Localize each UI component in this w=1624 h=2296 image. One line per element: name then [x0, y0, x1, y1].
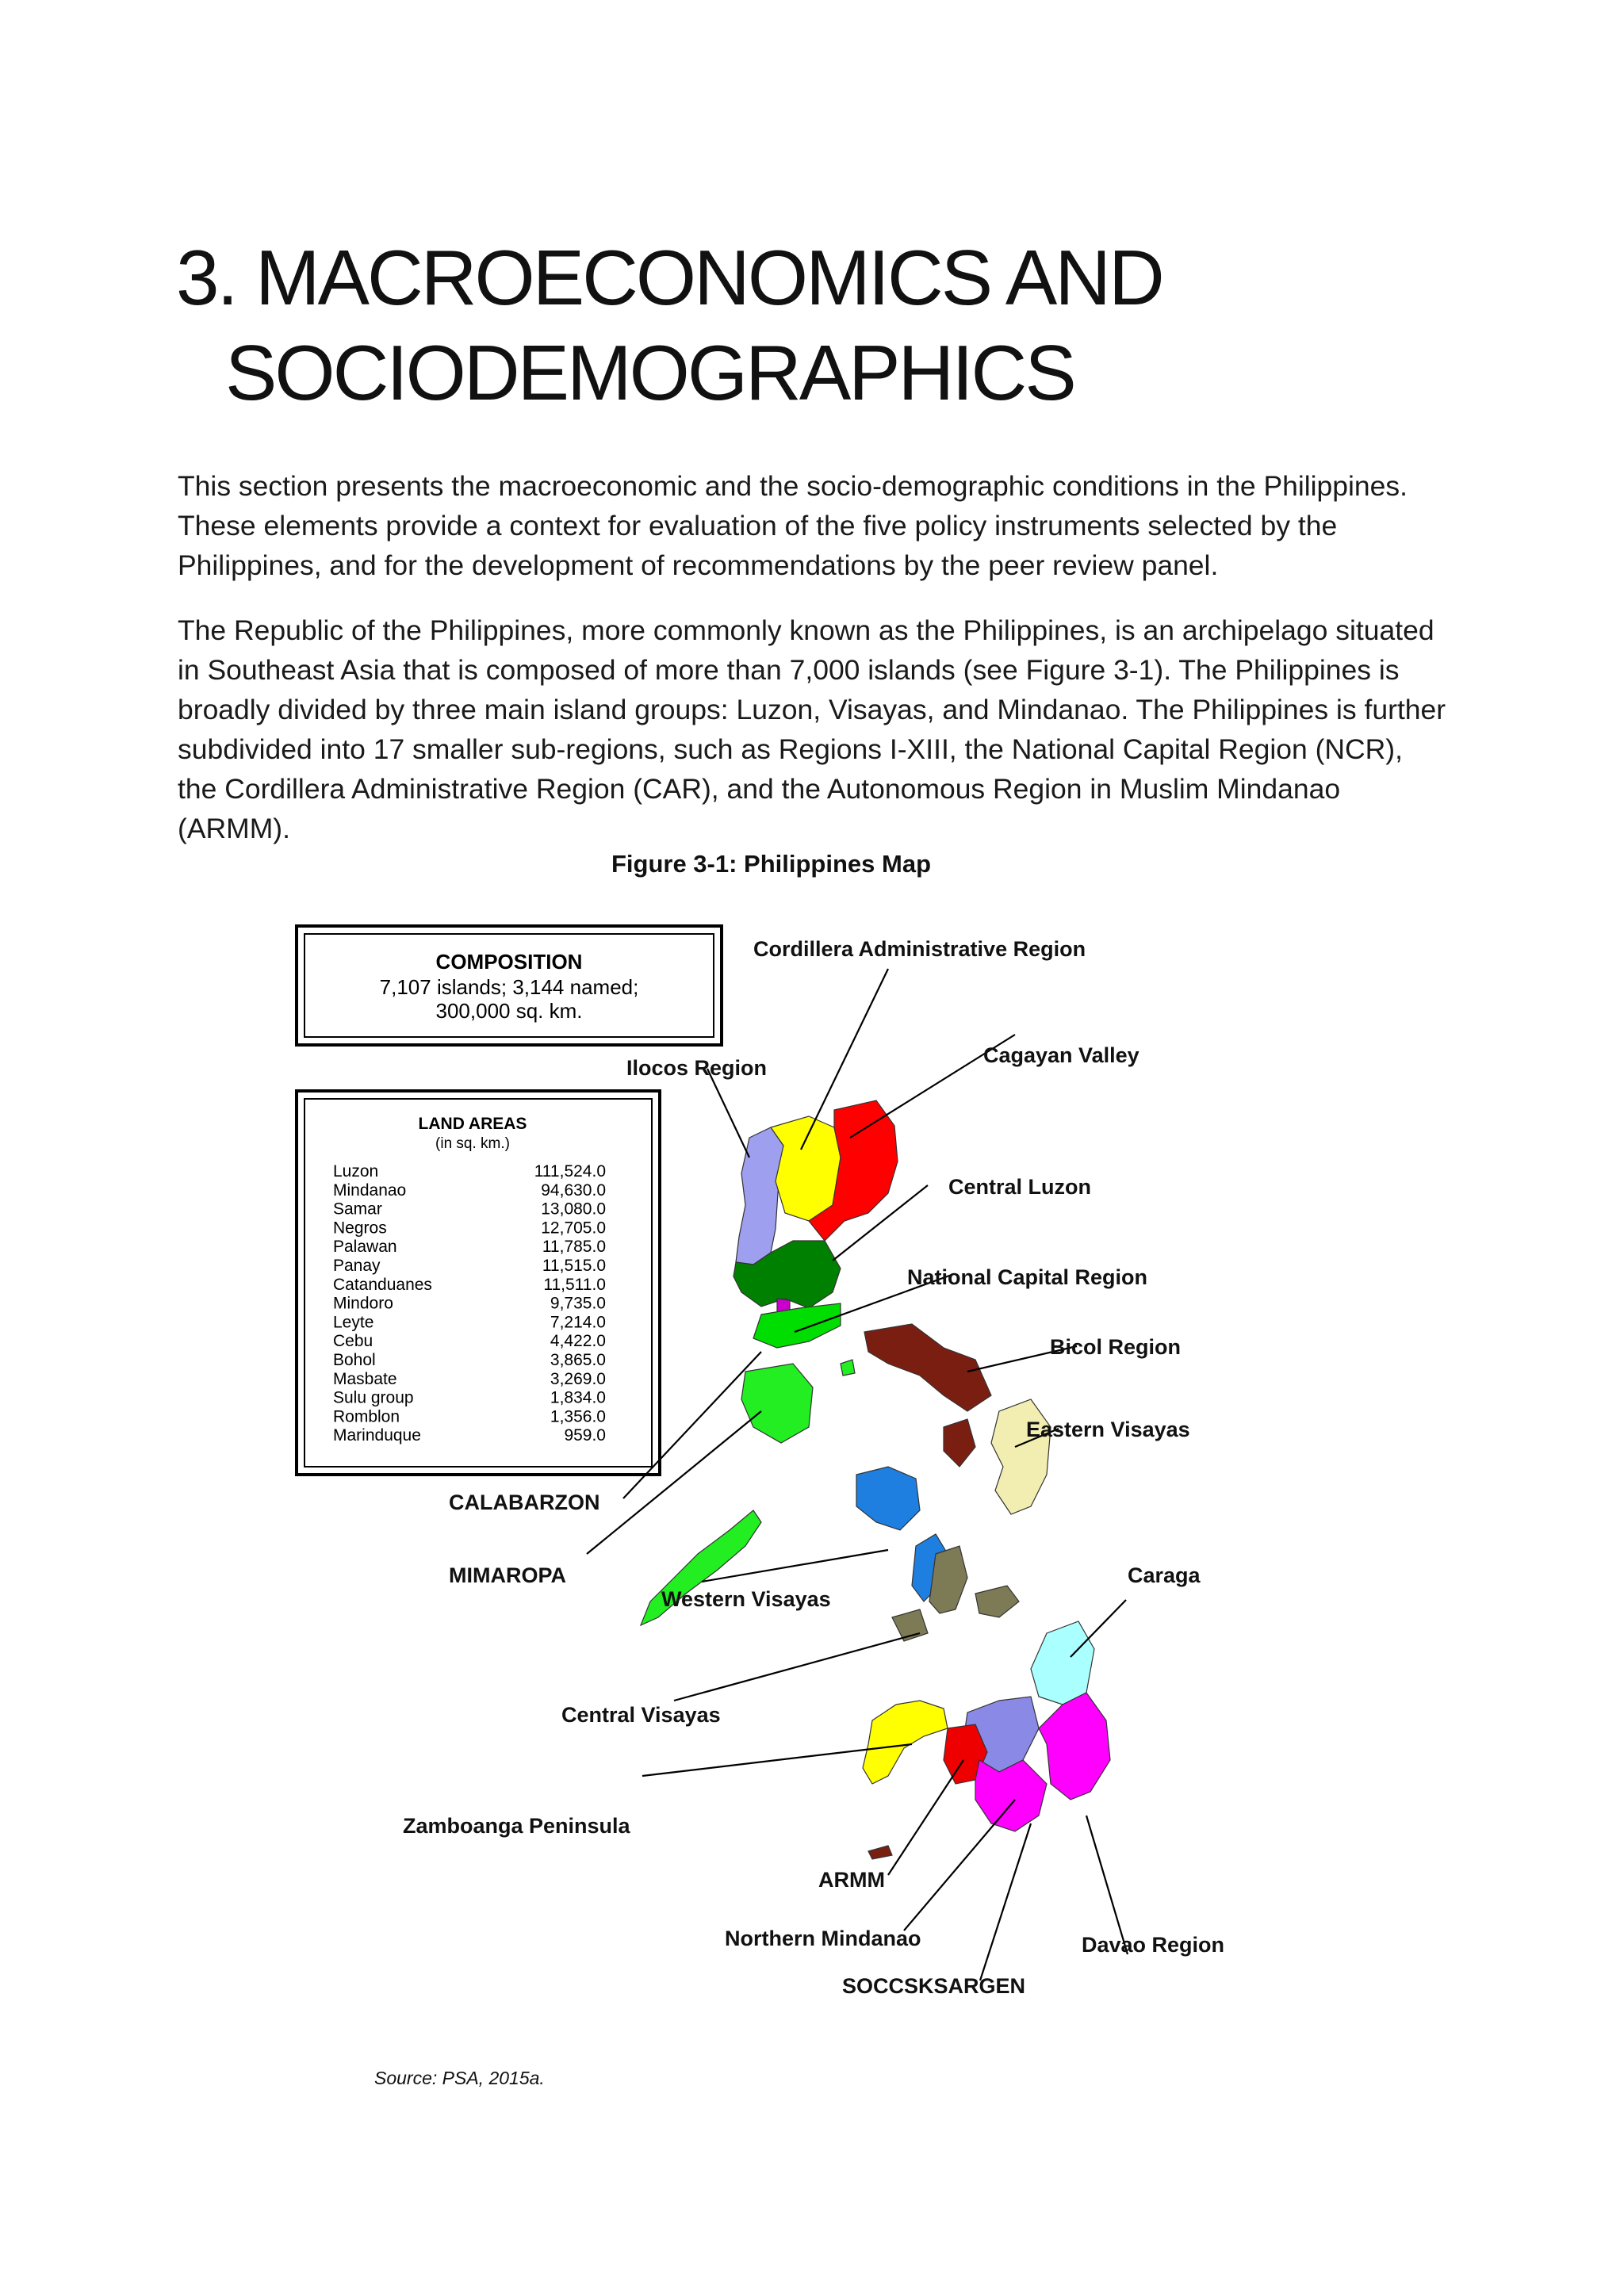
land-area-value: 11,515.0 [542, 1257, 606, 1275]
land-area-name: Mindoro [333, 1294, 393, 1313]
label-western-visayas: Western Visayas [661, 1587, 831, 1611]
region-zamboanga [863, 1701, 948, 1784]
region-ilocos [736, 1127, 783, 1265]
context-paragraph: The Republic of the Philippines, more commonly known as the Philippines, is an archipelago situated in Southeast Asia that is composed of more than 7,000 islands (see Figure 3-1). The Philippines is broadly divided by three main island groups: Luzon, Visayas, and Mindanao. The Philippines is further subdivided into 17 smaller sub-regions, such as Regions I-XIII, the National Capital Region (NCR), the Cordillera Administrative Region (CAR), and the Autonomous Region in Muslim Mindanao (ARMM). [178, 614, 1446, 844]
label-mimaropa: MIMAROPA [449, 1563, 566, 1587]
region-car [771, 1116, 841, 1221]
label-zamboanga-peninsula: Zamboanga Peninsula [403, 1814, 630, 1838]
figure-source: Source: PSA, 2015a. [374, 2068, 545, 2088]
land-area-name: Marinduque [333, 1426, 421, 1445]
composition-line2: 300,000 sq. km. [435, 999, 583, 1023]
land-area-value: 7,214.0 [550, 1313, 606, 1332]
land-area-name: Catanduanes [333, 1275, 432, 1294]
land-areas-box [297, 1091, 660, 1475]
label-calabarzon: CALABARZON [449, 1490, 600, 1514]
label-car: Cordillera Administrative Region [753, 937, 1086, 961]
label-cagayan-valley: Cagayan Valley [983, 1043, 1139, 1067]
label-caraga: Caraga [1128, 1563, 1201, 1587]
label-central-luzon: Central Luzon [948, 1175, 1091, 1199]
figure-caption: Figure 3-1: Philippines Map [611, 850, 932, 878]
region-bicol-masbate [944, 1419, 975, 1467]
land-areas-unit: (in sq. km.) [435, 1135, 510, 1152]
land-area-value: 3,269.0 [550, 1369, 606, 1388]
label-central-visayas: Central Visayas [561, 1703, 721, 1727]
land-area-name: Cebu [333, 1332, 373, 1351]
land-area-name: Masbate [333, 1369, 397, 1388]
land-area-value: 9,735.0 [550, 1294, 606, 1313]
region-mimaropa-mindoro [741, 1364, 813, 1443]
label-eastern-visayas: Eastern Visayas [1026, 1418, 1190, 1441]
composition-line1: 7,107 islands; 3,144 named; [379, 975, 639, 999]
region-caraga [1031, 1621, 1094, 1705]
land-area-value: 11,511.0 [543, 1275, 606, 1294]
land-area-name: Panay [333, 1257, 381, 1275]
land-area-value: 4,422.0 [550, 1332, 606, 1351]
section-heading [176, 230, 1162, 420]
region-western-visayas [856, 1467, 920, 1530]
region-bicol [864, 1324, 991, 1411]
philippines-map-figure [285, 920, 1269, 2030]
land-area-value: 959.0 [564, 1426, 606, 1445]
land-area-name: Romblon [333, 1407, 400, 1426]
land-area-value: 94,630.0 [541, 1181, 606, 1200]
region-soccsksargen [975, 1760, 1047, 1831]
label-ilocos-region: Ilocos Region [626, 1056, 768, 1080]
composition-title: COMPOSITION [435, 950, 583, 974]
region-eastern-visayas [991, 1399, 1051, 1514]
land-area-value: 12,705.0 [541, 1219, 606, 1238]
region-calabarzon [753, 1303, 841, 1348]
land-areas-title: LAND AREAS [418, 1115, 527, 1133]
label-soccsksargen: SOCCSKSARGEN [842, 1974, 1026, 1998]
land-area-value: 1,356.0 [550, 1407, 606, 1426]
land-area-value: 11,785.0 [542, 1238, 606, 1257]
map-shapes [641, 1100, 1110, 1859]
land-area-name: Luzon [333, 1162, 379, 1181]
land-area-value: 3,865.0 [550, 1351, 606, 1369]
land-area-value: 13,080.0 [541, 1200, 606, 1219]
land-area-value: 1,834.0 [550, 1388, 606, 1407]
label-davao-region: Davao Region [1082, 1933, 1225, 1957]
intro-paragraph: This section presents the macroeconomic and the socio-demographic conditions in the Philippines. These elements provide a context for evaluation of the five policy instruments selected by the Philippines, and for the development of recommendations by the peer review panel. [178, 470, 1408, 581]
land-area-value: 111,524.0 [534, 1162, 606, 1181]
region-davao [1039, 1693, 1110, 1800]
region-central-visayas-bohol [975, 1586, 1019, 1617]
label-bicol-region: Bicol Region [1050, 1335, 1182, 1359]
label-armm: ARMM [818, 1868, 885, 1892]
land-area-name: Sulu group [333, 1388, 414, 1407]
label-northern-mindanao: Northern Mindanao [725, 1927, 921, 1950]
region-central-visayas [929, 1546, 967, 1613]
land-area-name: Samar [333, 1200, 382, 1219]
land-area-name: Palawan [333, 1238, 397, 1257]
land-area-name: Mindanao [333, 1181, 407, 1200]
region-mimaropa-marinduque [841, 1360, 855, 1376]
region-sulu [868, 1846, 892, 1859]
land-area-name: Leyte [333, 1313, 374, 1332]
composition-box [297, 926, 722, 1045]
section-heading-line1: 3. MACROECONOMICS AND [176, 234, 1162, 321]
label-ncr: National Capital Region [907, 1265, 1148, 1289]
land-area-name: Bohol [333, 1351, 376, 1369]
land-area-name: Negros [333, 1219, 387, 1238]
section-heading-line2: SOCIODEMOGRAPHICS [225, 329, 1074, 416]
